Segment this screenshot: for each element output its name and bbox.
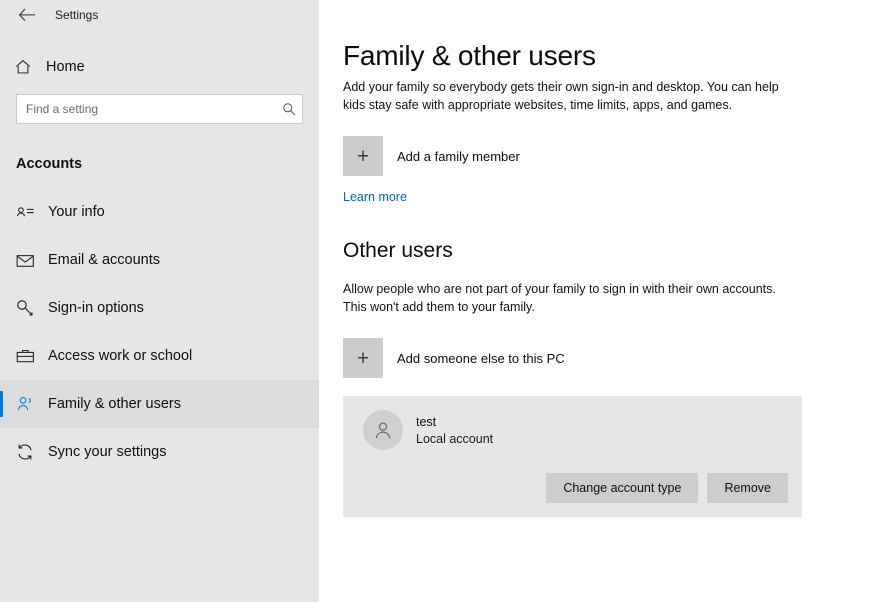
briefcase-icon <box>16 348 44 364</box>
sidebar-item-family-other-users-label: Family & other users <box>48 396 181 412</box>
search-input[interactable] <box>17 102 276 116</box>
sidebar-item-your-info[interactable] <box>0 188 319 236</box>
sidebar-item-sync-your-settings-label: Sync your settings <box>48 444 167 460</box>
people-icon <box>16 395 44 413</box>
user-account-actions <box>363 473 788 503</box>
user-account-summary <box>363 410 788 450</box>
back-arrow-icon[interactable] <box>12 3 42 27</box>
sidebar-item-family-other-users[interactable] <box>0 380 319 428</box>
sidebar-item-home-label: Home <box>46 59 85 75</box>
sidebar-item-your-info-label: Your info <box>48 204 105 220</box>
avatar <box>363 410 403 450</box>
sidebar-item-sign-in-options[interactable] <box>0 284 319 332</box>
user-account-type: Local account <box>416 431 494 446</box>
page-description: Add your family so everybody gets their own sign-in and desktop. You can help kids stay safe with appropriate websites, time limits, apps, and games. <box>343 80 779 112</box>
home-icon <box>14 58 44 76</box>
add-family-member-row[interactable] <box>343 136 893 176</box>
page-title: Family & other users <box>343 40 596 71</box>
sync-icon <box>16 443 44 461</box>
key-icon <box>16 299 44 317</box>
plus-icon[interactable]: + <box>343 136 383 176</box>
add-someone-else-label: Add someone else to this PC <box>397 350 565 366</box>
sidebar-nav <box>0 188 319 476</box>
title-bar <box>0 0 319 30</box>
sidebar-item-access-work-or-school-label: Access work or school <box>48 348 193 364</box>
sidebar-item-home[interactable] <box>0 48 319 86</box>
person-card-icon <box>16 204 44 220</box>
other-users-heading: Other users <box>343 239 453 262</box>
change-account-type-button[interactable]: Change account type <box>546 473 698 503</box>
sidebar-item-sign-in-options-label: Sign-in options <box>48 300 144 316</box>
sidebar <box>0 0 319 602</box>
main-content <box>319 0 893 602</box>
add-family-member-label: Add a family member <box>397 148 520 164</box>
plus-icon[interactable]: + <box>343 338 383 378</box>
add-someone-else-row[interactable] <box>343 338 893 378</box>
sidebar-section-title: Accounts <box>16 156 83 172</box>
other-users-description: Allow people who are not part of your family to sign in with their own accounts. This won't add them to your family. <box>343 282 776 314</box>
user-account-name: test <box>416 414 437 429</box>
sidebar-item-access-work-or-school[interactable] <box>0 332 319 380</box>
learn-more-link[interactable]: Learn more <box>343 190 407 204</box>
remove-account-button[interactable]: Remove <box>707 473 788 503</box>
search-box[interactable] <box>16 94 303 124</box>
app-title: Settings <box>55 8 99 22</box>
envelope-icon <box>16 253 44 268</box>
sidebar-item-email-accounts[interactable] <box>0 236 319 284</box>
user-account-card[interactable] <box>343 396 802 517</box>
search-icon[interactable] <box>276 102 302 116</box>
sidebar-item-sync-your-settings[interactable] <box>0 428 319 476</box>
user-account-text <box>416 415 493 446</box>
sidebar-item-email-accounts-label: Email & accounts <box>48 252 161 268</box>
